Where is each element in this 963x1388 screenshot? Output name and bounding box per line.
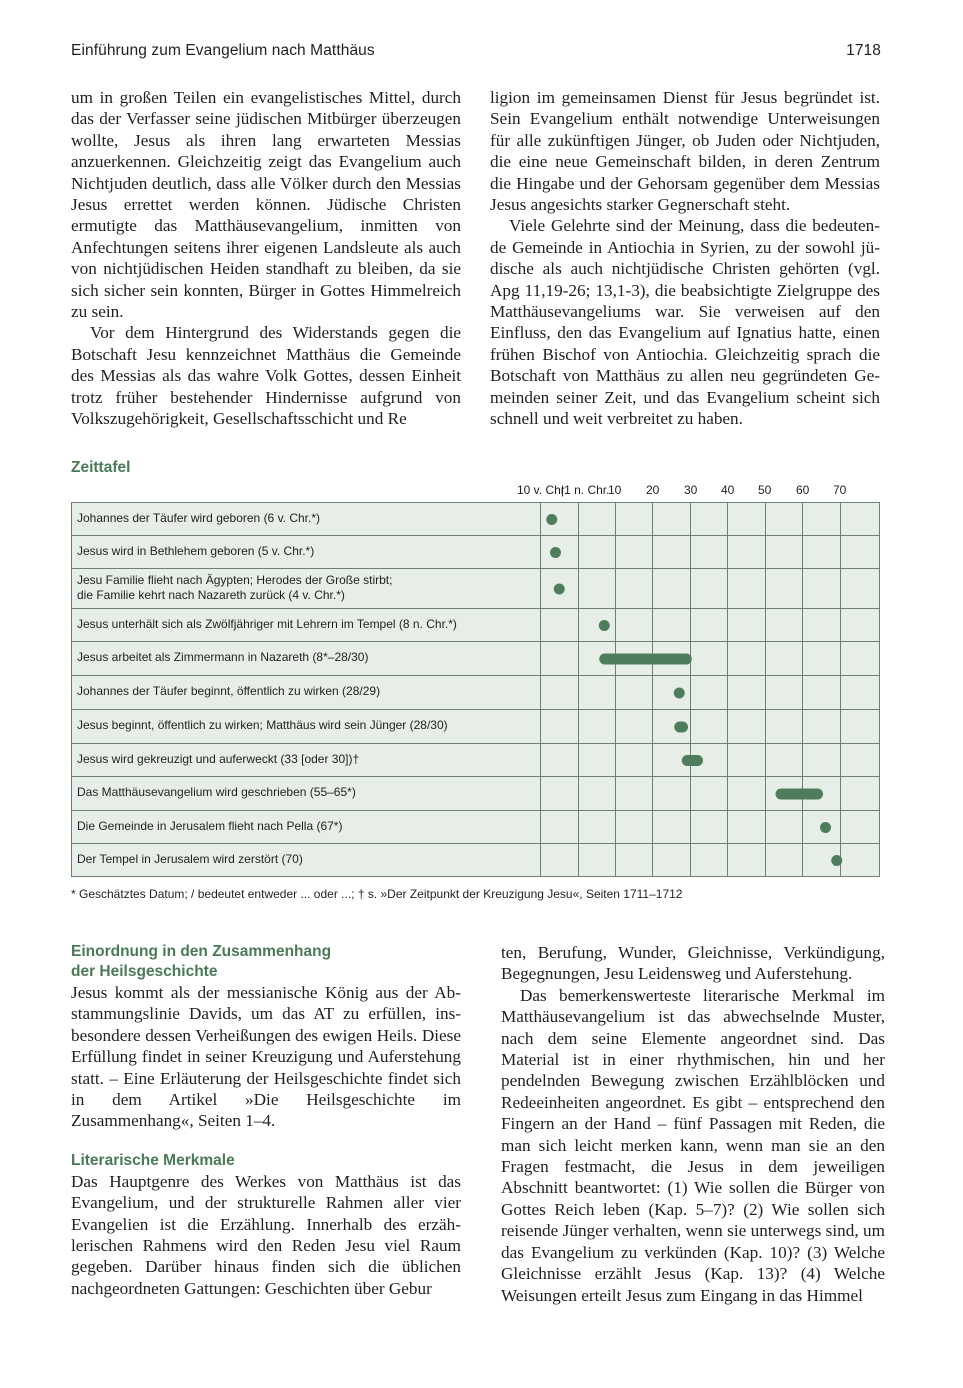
timeline-event-dot (599, 620, 610, 631)
timeline-event-bar (682, 755, 703, 766)
timeline-event-label: Das Matthäusevangelium wird geschrieben (55–65*) (77, 785, 356, 799)
heading-line: Einordnung in den Zusammenhang (71, 943, 332, 960)
timeline-event-label: Der Tempel in Jerusalem wird zerstört (70) (77, 851, 303, 866)
column-bottom-left (71, 942, 461, 1299)
paragraph: Das Hauptgenre des Werkes von Matthäus ist das Evangelium, und der strukturelle Rahmen aller vier Evangelien ist die Erzählung. Innerhalb des erzählerischen Rahmens wird den Reden Jesu viel Raum gegeben. Darüber hinaus finden sich die üblichen nachgeordneten Gattungen: Geschichten über Gebur (71, 1171, 461, 1298)
timeline-event-label: Die Gemeinde in Jerusalem flieht nach Pella (67*) (77, 818, 343, 833)
section-heading-heilsgeschichte (71, 942, 461, 982)
axis-tick-label: 10 (608, 483, 622, 497)
timeline-event-label: Jesus beginnt, öffentlich zu wirken; Matthäus wird sein Jünger (28/30) (77, 718, 448, 732)
paragraph: ligion im gemeinsamen Dienst für Jesus begründet ist. Sein Evangelium enthält notwendige Unterweisungen für alle zukünftigen Jünger, ob Juden oder Nichtjuden, die eine neue Gemeinschaft bilden, in deren Zentrum die Hingabe und der Gehorsam gegenüber dem Messias Jesus angesichts starker Gegnerschaft steht. (490, 88, 880, 215)
paragraph: Das bemerkenswerteste literarische Merkmal im Matthäusevangelium ist das abwechselnde Muster, nach dem seine Elemente angeordnet sind. Das Material ist in einer rhythmischen, hin und her pendelnden Bewegung zwischen Erzählblöcken und Redeeinheiten angeordnet. Es gibt – entsprechend den Fingern an der Hand – fünf Passagen mit Reden, die man sich leicht merken kann, wenn man sie an den Fragen festmacht, die Jesus in dem jeweiligen Abschnitt beantwortet: (1) Wie sollen die Bürger von Gottes Reich leben (Kap. 5–7)? (2) Wie sollen sich reisende Jünger verhalten, wenn sie unterwegs sind, um das Evangelium zu verkünden (Kap. 10)? (3) Welche Gleichnisse erzählt Jesus (Kap. 13)? (4) Welche Weisungen erteilt Jesus zum Eingang in das Himmel (501, 985, 885, 1305)
timeline-footnote: * Geschätztes Datum; / bedeutet entweder ... oder ...; † s. »Der Zeitpunkt der Kreuzigung Jesu«, Seiten 1711–1712 (71, 887, 683, 901)
timeline-event-label: Jesus arbeitet als Zimmermann in Nazareth (8*–28/30) (77, 650, 369, 664)
timeline-event-dot (546, 514, 557, 525)
axis-tick-label: |1 n. Chr. (561, 483, 610, 497)
timeline-event-dot (674, 688, 685, 699)
timeline-event-label: Jesus wird gekreuzigt und auferweckt (33 [oder 30])† (77, 751, 360, 766)
timeline-event-dot (550, 547, 561, 558)
timeline-event-bar (599, 654, 692, 665)
running-head-title: Einführung zum Evangelium nach Matthäus (71, 42, 375, 59)
timeline-event-dot (831, 855, 842, 866)
page-number: 1718 (846, 42, 881, 59)
axis-tick-label: 60 (796, 483, 810, 497)
timeline-event-bar (674, 722, 688, 733)
axis-tick-label: 50 (758, 483, 772, 497)
paragraph: um in großen Teilen ein evangelistisches Mittel, durch das der Verfasser seine jüdischen Mitbürger überzeugen wollte, Jesus als ihren lang erwarteten Messias anzuerkennen. Gleichzeitig zeigt das Evangelium auch Nichtjuden deutlich, dass alle Völker durch den Messias Jesus errettet werden können. Jüdische Christen ermutigte das Matthäusevangelium, inmitten von Anfechtungen seitens ihrer eigenen Landsleute als auch von nichtjüdischen Heiden standhaft zu bleiben, da sie sich sicher sein konnten, Bürger in Gottes Himmelreich zu sein. (71, 88, 461, 322)
paragraph: Vor dem Hintergrund des Widerstands gegen die Botschaft Jesu kennzeichnet Matthäus die Gemeinde des Messias als das wahre Volk Gottes, dessen Einheit trotz früher bestehender Hindernisse aufgrund von Volkszugehörigkeit, Gesellschaftsschicht und Re (71, 323, 461, 429)
heading-line: der Heilsgeschichte (71, 963, 218, 980)
paragraph: Viele Gelehrte sind der Meinung, dass die bedeutende Gemeinde in Antiochia in Syrien, zu der sowohl jüdische als auch nichtjüdische Christen gehörten (vgl. Apg 11,19-26; 13,1-3), die beabsichtigte Zielgruppe des Matthäusevangeliums war. Sie verweisen auf den Einfluss, den das Evangelium auf Ignatius hatte, einen frühen Bischof von Antiochia. Gleichzeitig sprach die Botschaft von Matthäus zu allen neu gegründeten Gemeinden seiner Zeit, und das Evangelium scheint sich schnell und weit verbreitet zu haben. (490, 216, 880, 429)
section-heading-literarische-merkmale: Literarische Merkmale (71, 1151, 235, 1169)
paragraph: Jesus kommt als der messianische König aus der Abstammungslinie Davids, um das AT zu erfüllen, insbesondere dessen Verheißungen des ewigen Heils. Diese Erfüllung findet in seiner Kreuzigung und Auferstehung statt. – Eine Erläuterung der Heilsgeschichte findet sich in dem Artikel »Die Heilsgeschichte im Zusammenhang«, Seiten 1–4. (71, 983, 461, 1131)
axis-tick-label: 30 (684, 483, 698, 497)
timeline-event-bar (776, 789, 824, 800)
paragraph: ten, Berufung, Wunder, Gleichnisse, Verkündigung, Begegnungen, Jesu Leidensweg und Auferstehung. (501, 943, 885, 984)
column-bottom-right (501, 942, 885, 1306)
axis-tick-label: 20 (646, 483, 660, 497)
timeline-event-label (77, 573, 392, 603)
axis-tick-label: 40 (721, 483, 735, 497)
timeline-event-label-line: Jesu Familie flieht nach Ägypten; Herodes der Große stirbt; (77, 573, 393, 587)
timeline-event-label: Johannes der Täufer beginnt, öffentlich zu wirken (28/29) (77, 684, 381, 698)
axis-tick-label: 10 v. Chr. (517, 483, 568, 497)
timeline-event-label-line: die Familie kehrt nach Nazareth zurück (4 v. Chr.*) (77, 588, 345, 602)
timeline-title: Zeittafel (71, 459, 131, 476)
timeline-event-dot (554, 584, 565, 595)
timeline-event-label: Johannes der Täufer wird geboren (6 v. Chr.*) (77, 510, 321, 525)
timeline-event-label: Jesus unterhält sich als Zwölfjähriger mit Lehrern im Tempel (8 n. Chr.*) (77, 616, 457, 631)
timeline-event-dot (820, 822, 831, 833)
axis-tick-label: 70 (833, 483, 847, 497)
timeline-event-label: Jesus wird in Bethlehem geboren (5 v. Chr.*) (77, 543, 315, 558)
